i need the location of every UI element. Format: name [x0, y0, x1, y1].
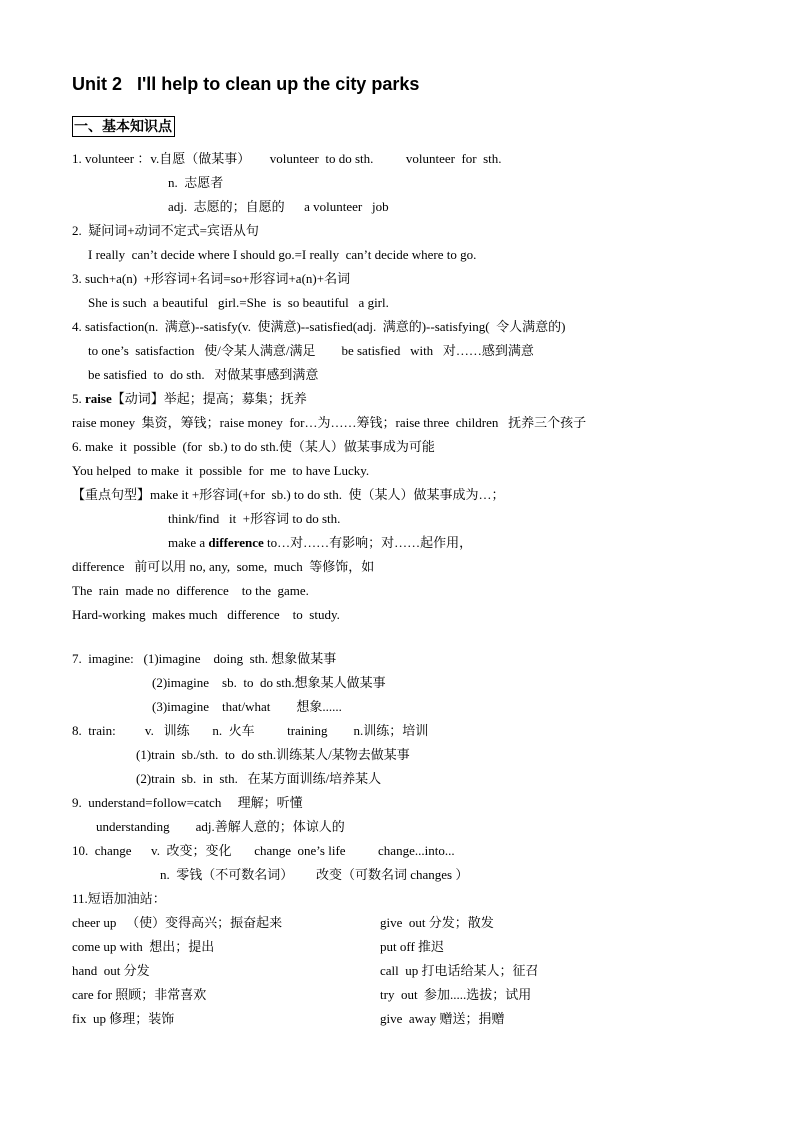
- phrase-left-3: hand out 分发: [72, 963, 150, 978]
- item-10-noun: n. 零钱（不可数名词） 改变（可数名词 changes ）: [160, 867, 469, 882]
- key-pattern-think: think/find it +形容词 to do sth.: [168, 511, 341, 526]
- phrase-left-5: fix up 修理；装饰: [72, 1011, 175, 1026]
- item-5-meaning: 【动词】举起；提高；募集；抚养: [111, 391, 307, 406]
- item-7-line: 7. imagine: (1)imagine doing sth. 想象做某事: [72, 651, 337, 666]
- phrase-right-5: give away 赠送；捐赠: [380, 1011, 505, 1026]
- difference-note: difference 前可以用 no, any, some, much 等修饰，如: [72, 559, 375, 574]
- section-heading: 一、基本知识点: [72, 116, 175, 137]
- item-7-sub-2: (2)imagine sb. to do sth.想象某人做某事: [152, 675, 386, 690]
- difference-example-1: The rain made no difference to the game.: [72, 583, 309, 598]
- item-10-line: 10. change v. 改变；变化 change one’s life change...into...: [72, 843, 455, 858]
- item-3-example: She is such a beautiful girl.=She is so beautiful a girl.: [88, 295, 389, 310]
- key-pattern-difference: [168, 534, 472, 552]
- item-6-example: You helped to make it possible for me to have Lucky.: [72, 463, 370, 478]
- make-a-text: make a: [168, 535, 209, 550]
- item-1-line: 1. volunteer ：v.自愿（做某事） volunteer to do sth. volunteer for sth.: [72, 151, 502, 166]
- item-5-keyword: raise: [85, 391, 112, 406]
- phrase-left-2: come up with 想出；提出: [72, 939, 215, 954]
- phrase-right-2: put off 推迟: [380, 939, 445, 954]
- phrase-right-4: try out 参加.....选拔；试用: [380, 987, 532, 1002]
- item-11-heading: 11.短语加油站：: [72, 891, 166, 906]
- item-3-line: 3. such+a(n) +形容词+名词=so+形容词+a(n)+名词: [72, 271, 351, 286]
- phrase-right-1: give out 分发；散发: [380, 915, 494, 930]
- difference-example-2: Hard-working makes much difference to study.: [72, 607, 340, 622]
- item-2-line: 2. 疑问词+动词不定式=宾语从句: [72, 223, 259, 238]
- difference-keyword: difference: [208, 535, 264, 550]
- item-5-phrases: raise money 集资，筹钱；raise money for…为……筹钱；raise three children 抚养三个孩子: [72, 415, 587, 430]
- item-1-adj: adj. 志愿的；自愿的 a volunteer job: [168, 199, 389, 214]
- item-8-line: 8. train: v. 训练 n. 火车 training n.训练；培训: [72, 723, 429, 738]
- item-8-sub-2: (2)train sb. in sth. 在某方面训练/培养某人: [136, 771, 382, 786]
- item-8-sub-1: (1)train sb./sth. to do sth.训练某人/某物去做某事: [136, 747, 410, 762]
- phrase-right-3: call up 打电话给某人；征召: [380, 963, 539, 978]
- document-title: Unit 2 I'll help to clean up the city parks: [72, 74, 420, 94]
- item-4-phrase-a: to one’s satisfaction 使/令某人满意/满足 be satisfied with 对……感到满意: [88, 343, 534, 358]
- phrase-left-4: care for 照顾；非常喜欢: [72, 987, 207, 1002]
- item-9-line: 9. understand=follow=catch 理解；听懂: [72, 795, 303, 810]
- item-5-line: [72, 390, 307, 408]
- item-1-noun: n. 志愿者: [168, 175, 224, 190]
- item-5-number: 5.: [72, 391, 85, 406]
- difference-meaning: to…对……有影响；对……起作用，: [263, 535, 473, 550]
- item-2-example: I really can’t decide where I should go.=I really can’t decide where to go.: [88, 247, 477, 262]
- item-7-sub-3: (3)imagine that/what 想象......: [152, 699, 342, 714]
- item-4-phrase-b: be satisfied to do sth. 对做某事感到满意: [88, 367, 319, 382]
- item-4-line: 4. satisfaction(n. 满意)--satisfy(v. 使满意)--satisfied(adj. 满意的)--satisfying( 令人满意的): [72, 319, 566, 334]
- phrase-left-1: cheer up （使）变得高兴；振奋起来: [72, 915, 283, 930]
- item-9-sub: understanding adj.善解人意的；体谅人的: [96, 819, 345, 834]
- key-pattern-line: 【重点句型】make it +形容词(+for sb.) to do sth. 使（某人）做某事成为…；: [72, 487, 505, 502]
- item-6-line: 6. make it possible (for sb.) to do sth.使（某人）做某事成为可能: [72, 439, 435, 454]
